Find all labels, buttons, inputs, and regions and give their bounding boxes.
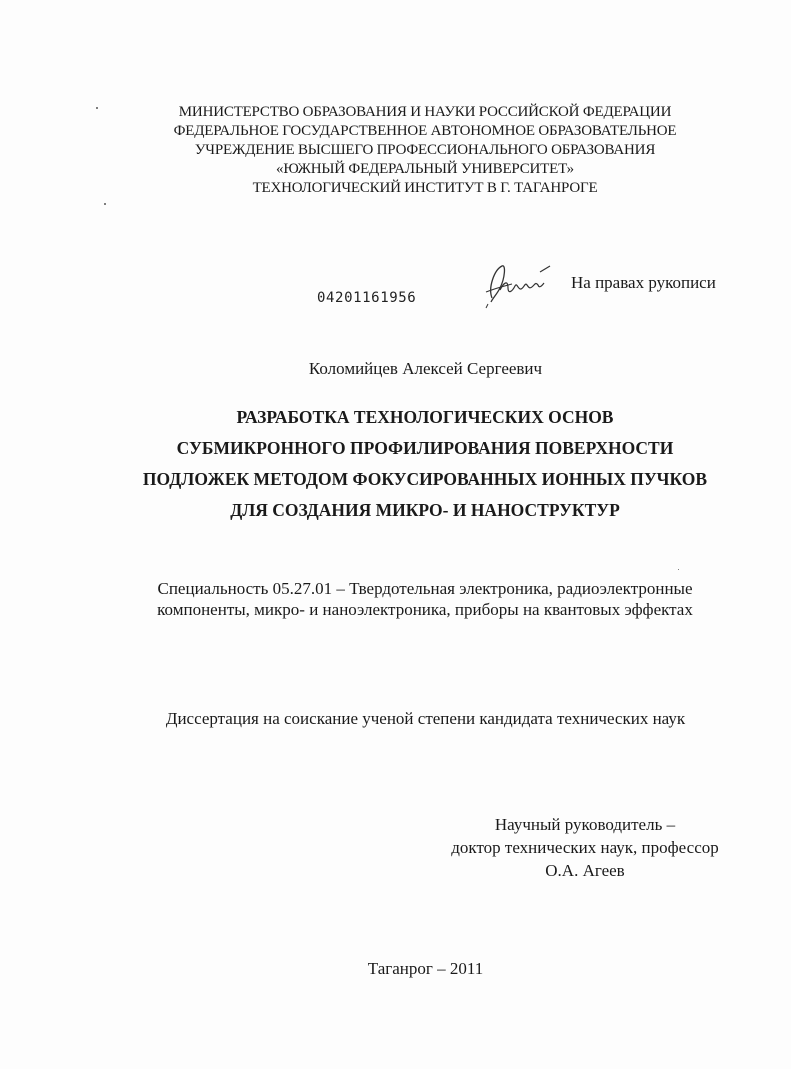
specialty [80,578,770,620]
header-line: МИНИСТЕРСТВО ОБРАЗОВАНИЯ И НАУКИ РОССИЙСКОЙ ФЕДЕРАЦИИ [178,104,672,120]
title-line: РАЗРАБОТКА ТЕХНОЛОГИЧЕСКИХ ОСНОВ [236,407,614,427]
supervisor-degree: доктор технических наук, профессор [451,838,719,857]
title-line: ДЛЯ СОЗДАНИЯ МИКРО- И НАНОСТРУКТУР [230,500,620,520]
manuscript-rights-note: На правах рукописи [571,273,716,292]
dissertation-title [100,402,750,526]
supervisor-role: Научный руководитель – [494,815,676,834]
header-line: УЧРЕЖДЕНИЕ ВЫСШЕГО ПРОФЕССИОНАЛЬНОГО ОБРАЗОВАНИЯ [194,142,656,158]
registration-number: 04201161956 [317,290,417,306]
header-line: ФЕДЕРАЛЬНОЕ ГОСУДАРСТВЕННОЕ АВТОНОМНОЕ ОБРАЗОВАТЕЛЬНОЕ [173,123,677,139]
supervisor-name: О.А. Агеев [545,861,625,880]
header-line: ТЕХНОЛОГИЧЕСКИЙ ИНСТИТУТ В Г. ТАГАНРОГЕ [252,180,598,196]
specialty-line: компоненты, микро- и наноэлектроника, приборы на квантовых эффектах [157,600,693,619]
scan-speck [96,107,98,109]
title-line: СУБМИКРОННОГО ПРОФИЛИРОВАНИЯ ПОВЕРХНОСТИ [176,438,674,458]
degree-statement: Диссертация на соискание ученой степени кандидата технических наук [165,709,686,728]
scan-speck [104,203,106,205]
specialty-line: Специальность 05.27.01 – Твердотельная электроника, радиоэлектронные [157,579,693,598]
signature-icon [478,258,558,310]
scientific-supervisor [420,813,750,882]
scan-speck [678,569,679,570]
author-name: Коломийцев Алексей Сергеевич [308,359,543,378]
place-and-year: Таганрог – 2011 [367,959,484,978]
institution-header [100,103,750,198]
title-line: ПОДЛОЖЕК МЕТОДОМ ФОКУСИРОВАННЫХ ИОННЫХ ПУЧКОВ [142,469,708,489]
header-line: «ЮЖНЫЙ ФЕДЕРАЛЬНЫЙ УНИВЕРСИТЕТ» [276,161,574,177]
